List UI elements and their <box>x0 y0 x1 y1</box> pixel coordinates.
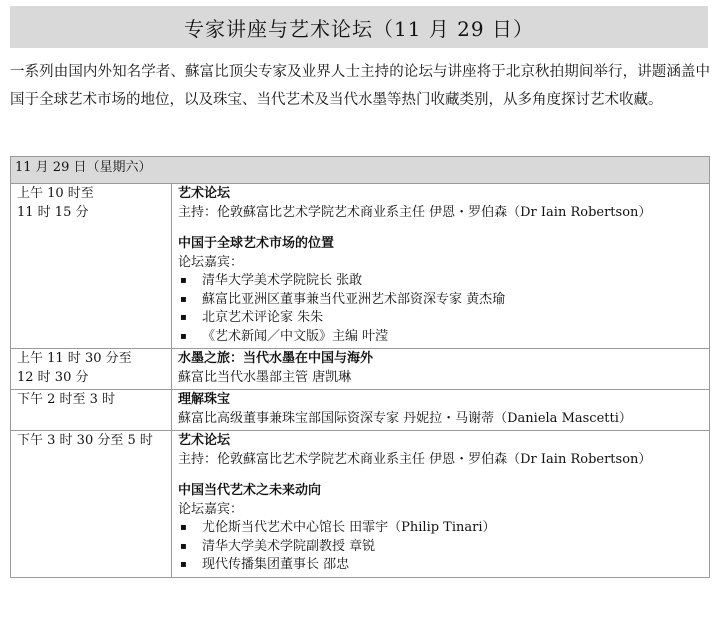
time-cell <box>11 349 172 390</box>
date-header: 11 月 29 日（星期六） <box>11 157 710 184</box>
square-bullet-icon: ▪ <box>180 293 187 305</box>
session-heading: 中国当代艺术之未来动向 <box>178 483 322 498</box>
schedule-row <box>11 349 710 390</box>
time-line: 下午 2 时至 3 时 <box>17 392 116 407</box>
detail-cell <box>172 431 710 578</box>
page-title: 专家讲座与艺术论坛（11 月 29 日） <box>10 6 708 48</box>
detail-cell <box>172 349 710 390</box>
guest-list <box>178 519 703 575</box>
square-bullet-icon: ▪ <box>180 330 187 342</box>
session-text: 主持：伦敦蘇富比艺术学院艺术商业系主任 伊恩・罗伯森（Dr Iain Robertson） <box>178 204 652 220</box>
guest-list-item <box>178 556 703 575</box>
session-heading: 中国于全球艺术市场的位置 <box>178 236 335 251</box>
block-spacer <box>178 222 703 235</box>
guest-name: 尤伦斯当代艺术中心馆长 田霏宇（Philip Tinari） <box>202 520 496 535</box>
session-text: 论坛嘉宾： <box>178 501 244 517</box>
time-line: 12 时 30 分 <box>17 369 89 385</box>
time-line: 下午 3 时 30 分至 5 时 <box>17 433 153 448</box>
time-line: 11 时 15 分 <box>17 204 89 220</box>
square-bullet-icon: ▪ <box>180 559 187 570</box>
time-cell <box>11 431 172 578</box>
session-text: 论坛嘉宾： <box>178 254 244 270</box>
schedule-row <box>11 431 710 578</box>
block-spacer <box>178 469 703 482</box>
guest-name: 清华大学美术学院院长 张敢 <box>202 273 363 288</box>
square-bullet-icon: ▪ <box>180 275 187 286</box>
session-heading: 艺术论坛 <box>178 433 231 448</box>
guest-name: 现代传播集团董事长 邵忠 <box>202 557 350 572</box>
session-heading: 艺术论坛 <box>178 186 231 201</box>
guest-list-item <box>178 291 703 310</box>
detail-cell <box>172 184 710 349</box>
guest-list-item <box>178 538 703 557</box>
session-heading: 理解珠宝 <box>178 392 231 407</box>
square-bullet-icon: ▪ <box>180 312 187 323</box>
schedule-row <box>11 390 710 431</box>
schedule-row <box>11 184 710 349</box>
time-line: 上午 11 时 30 分至 <box>17 351 132 366</box>
time-line: 上午 10 时至 <box>17 186 94 201</box>
guest-list-item <box>178 328 703 347</box>
intro-paragraph: 一系列由国内外知名学者、蘇富比顶尖专家及业界人士主持的论坛与讲座将于北京秋拍期间举行，讲题涵盖中国于全球艺术市场的地位，以及珠宝、当代艺术及当代水墨等热门收藏类别，从多角度探讨艺术收藏。 <box>10 64 710 108</box>
square-bullet-icon: ▪ <box>180 522 187 533</box>
schedule-body <box>11 184 710 578</box>
date-header-row <box>11 157 710 184</box>
guest-list-item <box>178 519 703 538</box>
guest-name: 清华大学美术学院副教授 章锐 <box>202 538 376 554</box>
square-bullet-icon: ▪ <box>180 540 187 552</box>
guest-list-item <box>178 309 703 328</box>
guest-name: 《艺术新闻／中文版》主编 叶滢 <box>202 328 389 344</box>
guest-name: 蘇富比亚洲区董事兼当代亚洲艺术部资深专家 黄杰瑜 <box>202 291 506 307</box>
session-text: 蘇富比高级董事兼珠宝部国际资深专家 丹妮拉・马谢蒂（Daniela Mascetti） <box>178 410 632 426</box>
guest-list <box>178 272 703 346</box>
guest-list-item <box>178 272 703 291</box>
time-cell <box>11 390 172 431</box>
time-cell <box>11 184 172 349</box>
schedule-table <box>10 156 710 578</box>
session-text: 蘇富比当代水墨部主管 唐凯琳 <box>178 369 352 385</box>
session-heading: 水墨之旅：当代水墨在中国与海外 <box>178 351 374 366</box>
detail-cell <box>172 390 710 431</box>
guest-name: 北京艺术评论家 朱朱 <box>202 310 324 325</box>
session-text: 主持：伦敦蘇富比艺术学院艺术商业系主任 伊恩・罗伯森（Dr Iain Robertson） <box>178 451 652 467</box>
